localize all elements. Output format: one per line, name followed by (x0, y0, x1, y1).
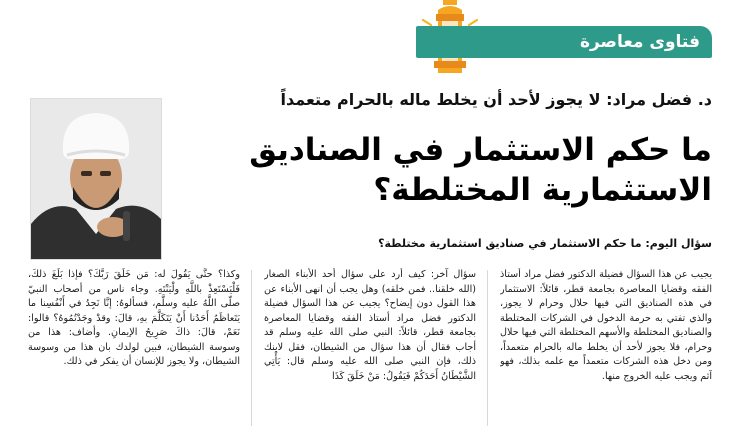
top-bar (0, 0, 736, 18)
article-body (24, 268, 712, 428)
body-column-1: يجيب عن هذا السؤال فضيلة الدكتور فضل مراد أستاذ الفقه وقضايا المعاصرة بجامعة قطر، قائلاً: الاستثمار في هذه الصناديق التي فيها حلال وحرام لا يجوز، والذي تفتي به حرمة الدخول في الشركات المختلطة والصناديق المختلطة والأسهم المختلطة التي فيها حلال وحرام، فلا يجوز لأحد أن يخلط ماله بالحرام متعمداً، ومن دخل هذه الشركات متعمداً مع علمه بذلك، فهو آثم ويجب عليه الخروج منها. (500, 269, 712, 382)
column-divider (487, 270, 488, 426)
headline-line-1: ما حكم الاستثمار في الصناديق (249, 132, 712, 168)
column-divider (251, 270, 252, 426)
section-title: فتاوى معاصرة (579, 32, 700, 52)
author-photo (30, 98, 162, 260)
body-column-2: سؤال آخر: كيف أرد على سؤال أحد الأبناء الصغار (الله خلقنا.. فمن خلقه) وهل يجب أن انهى الأبناء عن هذا القول دون إيضاح؟ يجيب عن هذا السؤال فضيلة الدكتور فضل مراد أستاذ الفقه وقضايا المعاصرة بجامعة قطر، قائلاً: النبي صلى الله عليه وسلم قد أجاب فقال أن هذا سؤال من الشيطان، فقل لابنك ذلك، فإن النبي صلى الله عليه وسلم قال: يَأْتِي الشَّيْطَانُ أَحَدَكُمْ فَيَقُولُ: مَنْ خَلَقَ كَذَا (264, 269, 476, 382)
headline-line-2: الاستثمارية المختلطة؟ (373, 172, 712, 208)
body-column-3: وكذا؟ حتَّى يَقُولَ له: مَن خَلَقَ رَبَّكَ؟ فإذا بَلَغَ ذلكَ، فَلْيَسْتَعِذْ باللَّهِ ولْيَنْتَهِ. وجاء ناس من أصحاب النبيّ صلّى اللَّهُ عليه وسلَّم، فسألوهُ: إنَّا نَجِدُ في أَنْفُسِنا ما يَتَعاظَمُ أَحَدُنا أَنْ يَتَكَلَّمَ بهِ، قالَ: وقدْ وجَدْتُمُوهُ؟ قالوا: نَعَمْ، قالَ: ذاكَ صَرِيحُ الإيمانِ. وأضاف: هذا من وسوسة الشيطان، فبين لولدك بان هذا من وسوسة الشيطان، ولا يجوز للإنسان أن يفكر في ذلك. (28, 269, 240, 367)
article-kicker: د. فضل مراد: لا يجوز لأحد أن يخلط ماله بالحرام متعمداً (280, 90, 712, 109)
portrait-icon (31, 99, 161, 259)
article-headline (212, 130, 712, 210)
question-of-the-day: سؤال اليوم: ما حكم الاستثمار في صناديق استثمارية مختلطة؟ (378, 237, 712, 250)
